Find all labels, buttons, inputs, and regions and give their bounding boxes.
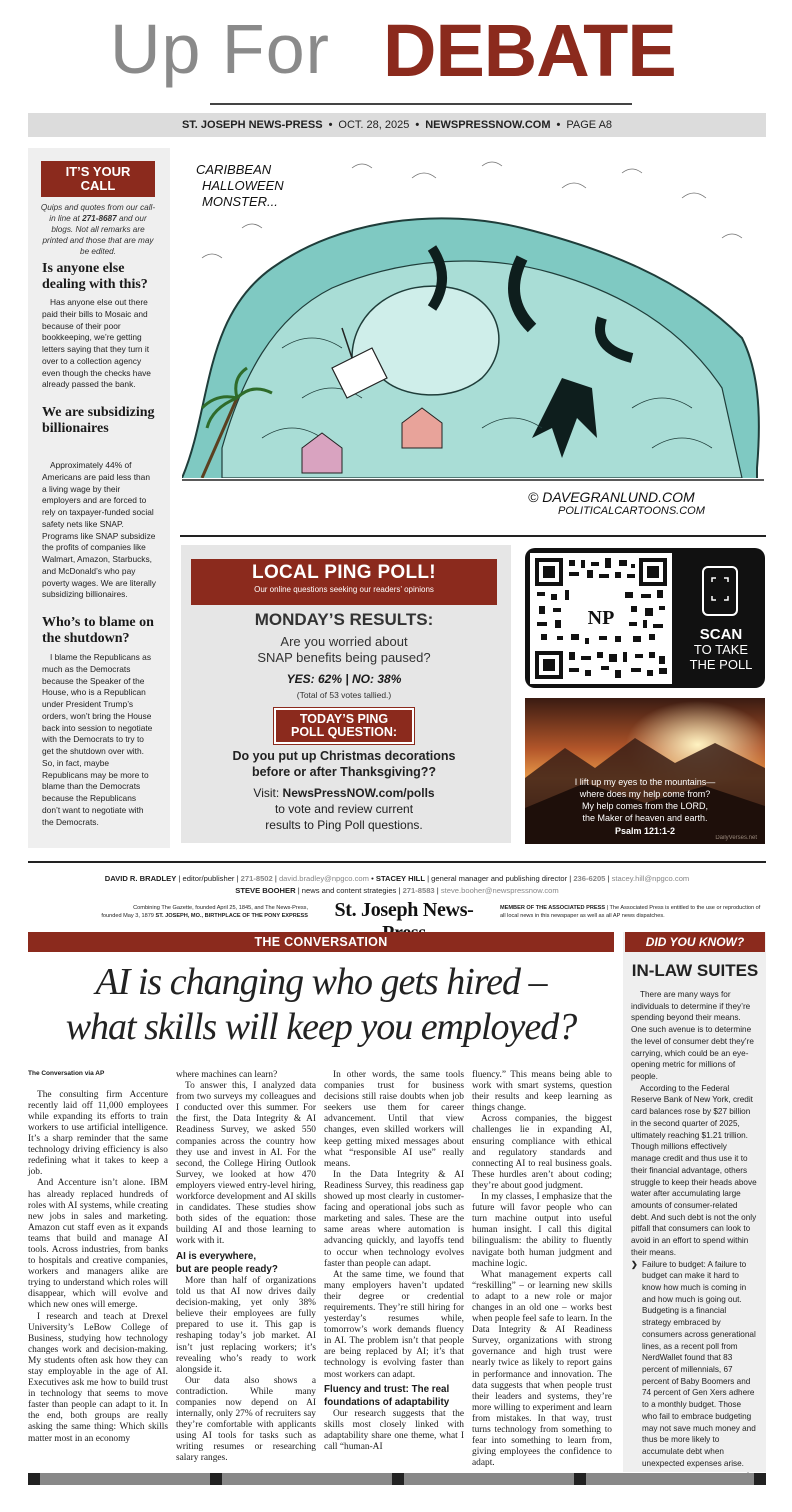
dyk-bullet-text: Failure to budget: A failure to budget can make it hard to know how much is coming in and how much is going out. Budgeting is a financial strategy embraced by consumers across generational lines, as a recent poll from NerdWallet found that 83 percent of millennials, 67 percent of Baby Boomers and 74 percent of Gen Xers adhere to a monthly budget. Those who fail to embrace budgeting may not save much money and thus be more likely to accumulate debt when unexpected expenses arise. xyxy=(642,1259,756,1468)
staff-name: DAVID R. BRADLEY xyxy=(104,874,177,883)
poll-question-line: SNAP benefits being paused? xyxy=(257,650,431,665)
staff-phone: 271-8502 xyxy=(240,874,273,883)
founding-line: founded May 3, 1879 xyxy=(101,913,156,920)
staff-name: STACEY HILL xyxy=(375,874,425,883)
its-your-call-label xyxy=(41,161,155,197)
scan-phone-icon xyxy=(702,566,738,616)
visit-prefix: Visit: xyxy=(253,786,283,800)
article-subhead xyxy=(324,1383,464,1409)
article-headline xyxy=(28,960,614,1050)
article-column-4 xyxy=(472,1070,612,1469)
article-paragraph: The consulting firm Accenture recently laid off 11,000 employees while expanding its efforts to train workers to use artificial intelligence. It’s a sharp reminder that the same technology driving efficiency is also redefining what it takes to keep a job. xyxy=(28,1089,168,1178)
newspaper-logo: St. Joseph News- xyxy=(334,899,474,921)
article-paragraph: To answer this, I analyzed data from two surveys my colleagues and I conducted over this summer. For the first, the Data Integrity & AI Readiness Survey, we asked 550 companies across the country how they use and invest in AI. For the second, the College Hiring Outlook Survey, we looked at how 470 employers viewed entry-level hiring, workforce development and AI skills in candidates. These studies show both sides of the equation: those building AI and those learning to work with it. xyxy=(176,1081,316,1247)
staff-line: DAVID R. BRADLEY | editor/publisher | 271-8502 | david.bradley@npgco.com • STACEY HILL | general manager and publishing director | 236-6205 | stacey.hill@npgco.com xyxy=(104,874,690,883)
poll-question-line: Are you worried about xyxy=(280,634,408,649)
todays-poll-label xyxy=(274,708,414,744)
editorial-cartoon xyxy=(182,148,764,518)
separator: • xyxy=(415,119,420,131)
poll-visit-line: results to Ping Poll questions. xyxy=(265,818,423,832)
headline-line: AI is changing who gets hired – xyxy=(95,961,547,1003)
staff-email[interactable]: steve.booher@newspressnow.com xyxy=(440,886,559,895)
footer-block xyxy=(754,1473,766,1485)
poll-visit-line xyxy=(191,786,497,800)
footer-block xyxy=(210,1473,222,1485)
poll-result: YES: 62% | NO: 38% xyxy=(286,672,402,686)
cartoon-caption-line: MONSTER... xyxy=(202,194,278,209)
dyk-bullet xyxy=(631,1259,757,1470)
todays-poll-line: TODAY’S PING xyxy=(299,711,389,726)
sidebar-heading: Who’s to blame on the shutdown? xyxy=(42,615,154,647)
scan-to-take-poll xyxy=(676,626,766,673)
page-number: PAGE A8 xyxy=(566,119,613,131)
dyk-paragraph: According to the Federal Reserve Bank of New York, credit card balances rose by $27 billion in the second quarter of 2025, ultimately reaching $1.21 trillion. Though millions effectively manage credit and thus use it to their financial advantage, others struggle to keep their heads above water after accumulating large amounts of consumer-related debt. And such debt is not the only pitfall that consumers can look to avoid in an effort to spend within their means. xyxy=(631,1083,757,1257)
staff-phone: 271-8583 xyxy=(402,886,435,895)
paper-name: ST. JOSEPH NEWS-PRESS xyxy=(181,119,323,131)
todays-question-line: before or after Thanksgiving?? xyxy=(251,765,437,779)
article-paragraph: And Accenture isn’t alone. IBM has already replaced hundreds of roles with AI systems, while creating new jobs in sales and marketing. Amazon cut staff even as it expands teams that build and manage AI tools. Across industries, from banks to hospitals and creative companies, workers and managers alike are trying to understand which roles will disappear, which will evolve and which new ones will emerge. xyxy=(28,1178,168,1311)
dateline-bar xyxy=(28,113,766,137)
article-paragraph: In the Data Integrity & AI Readiness Survey, this readiness gap showed up most clearly in customer-facing and operational jobs such as marketing and sales. These are the same areas where automation is advancing quickly, and layoffs tend to occur when technology evolves faster than people can adapt. xyxy=(324,1169,464,1269)
article-paragraph: where machines can learn? xyxy=(176,1070,278,1080)
article-paragraph: In my classes, I emphasize that the future will favor people who can turn machine output into useful human insight. I call this digital bilingualism: the ability to fluently navigate both human judgment and machine logic. xyxy=(472,1192,612,1269)
article-column-3 xyxy=(324,1070,464,1453)
cartoon-credit: © DAVEGRANLUND.COM xyxy=(528,489,695,505)
article-column-1 xyxy=(28,1070,168,1445)
poll-url-link[interactable]: NewsPressNOW.com/polls xyxy=(282,786,435,800)
subhead-line: Fluency and trust: The real xyxy=(324,1383,450,1395)
headline-line: what skills will keep you employed? xyxy=(65,1005,577,1048)
todays-poll-line: POLL QUESTION: xyxy=(290,725,398,739)
article-paragraph: Our data also shows a contradiction. While many companies now depend on AI internally, only 27% of recruiters say they’re comfortable with applicants using AI tools for tasks such as writing resumes or researching salary ranges. xyxy=(176,1375,316,1464)
article-paragraph: What management experts call “reskilling” – or learning new skills to adapt to a new role or major changes in an old one – works best when people feel safe to learn. In the Data Integrity & AI Readiness Survey, organizations with strong governance and high trust were nearly twice as likely to report gains in performance and innovation. The data suggests that when people trust their leaders and systems, they’re more willing to experiment and learn from mistakes. In that way, trust turns technology from something to fear into something to learn from, giving employees the confidence to adapt. xyxy=(472,1269,612,1469)
subhead-line: AI is everywhere, xyxy=(176,1250,257,1262)
ap-member-note xyxy=(500,904,766,920)
footer-block xyxy=(574,1473,586,1485)
its-your-call-intro xyxy=(38,202,158,257)
subhead-line: foundations of adaptability xyxy=(324,1396,450,1408)
verse-reference: Psalm 121:1-2 xyxy=(614,825,676,836)
sidebar-heading: Is anyone else dealing with this? xyxy=(42,261,148,293)
its-your-call-line1: IT’S YOUR xyxy=(65,163,131,179)
did-you-know-label: DID YOU KNOW? xyxy=(625,932,765,952)
staff-line: STEVE BOOHER | news and content strategies | 271-8583 | steve.booher@newspressnow.com xyxy=(235,886,559,895)
staff-role: editor/publisher xyxy=(182,874,235,883)
issue-date: OCT. 28, 2025 xyxy=(338,119,410,131)
verse-line: My help comes from the LORD, xyxy=(581,801,709,812)
qr-logo-text: NP xyxy=(587,607,615,629)
article-paragraph: At the same time, we found that many employers haven’t updated their degree or credential requirements. They’re still hiring for yesterday’s resumes while, tomorrow’s work demands fluency in AI. The problem isn’t that people are being replaced by AI; it’s that technology is evolving faster than most workers can adapt. xyxy=(324,1269,464,1380)
ping-poll-title: LOCAL PING POLL! xyxy=(252,562,436,583)
site-link[interactable]: NEWSPRESSNOW.COM xyxy=(425,119,551,131)
cartoon-caption-line: CARIBBEAN xyxy=(196,162,272,177)
its-your-call-line2: CALL xyxy=(80,178,116,193)
founding-line: Combining The Gazette, founded April 25, 1845, and The News-Press, xyxy=(133,905,308,911)
dyk-paragraph: There are many ways for individuals to determine if they’re spending beyond their means. One such avenue is to determine the level of consumer debt they’re carrying, which could be an eye-opening metric for millions of people. xyxy=(631,990,754,1082)
sidebar-heading: We are subsidizing billionaires xyxy=(42,405,155,437)
ap-member-label: MEMBER OF THE ASSOCIATED PRESS xyxy=(500,905,606,911)
verse-line: where does my help come from? xyxy=(579,789,711,800)
verse-line: I lift up my eyes to the mountains— xyxy=(574,777,716,787)
scan-label-line: TO TAKE xyxy=(693,642,749,658)
ap-member-text: | The Associated Press is entitled to the use or reproduction of all local news in this newspaper as well as all AP news dispatches. xyxy=(500,905,761,920)
cartoon-caption-line: HALLOWEEN xyxy=(202,178,284,193)
sidebar-body: I blame the Republicans as much as the Democrats because the Speaker of the House, who is a Republican under President Trump’s orders, won’t bring the House back into session to negotiate with the Democrats to try to get the shutdown over with. So, in fact, maybe Republicans may be more to blame than the Democrats because the Republicans don’t want to negotiate with the Democrats. xyxy=(42,652,153,827)
verse-watermark: DailyVerses.net xyxy=(715,835,757,841)
poll-results-heading: MONDAY’S RESULTS: xyxy=(254,610,434,629)
cartoon-credit-site: POLITICALCARTOONS.COM xyxy=(558,505,705,517)
footer-block xyxy=(392,1473,404,1485)
article-paragraph: Our research suggests that the skills most closely linked with adaptability share one theme, what I call “human-AI xyxy=(324,1409,464,1453)
poll-visit-line: to vote and review current xyxy=(274,802,414,816)
article-column-2 xyxy=(176,1070,316,1465)
section-label-bar: THE CONVERSATION xyxy=(28,932,614,952)
pony-express-tagline: ST. JOSEPH, MO., BIRTHPLACE OF THE PONY EXPRESS xyxy=(155,913,308,920)
article-byline: The Conversation via AP xyxy=(28,1070,105,1077)
article-paragraph: More than half of organizations told us that AI now drives daily decision-making, yet only 38% believe their employees are fully prepared to use it. This gap is reshaping today’s job market. AI isn’t just replacing workers; it’s revealing who’s ready to work alongside it. xyxy=(176,1275,316,1375)
article-paragraph: Across companies, the biggest challenges lie in expanding AI, ensuring compliance with ethical and regulatory standards and connecting AI to real business goals. These hurdles aren’t about coding; they’re about good judgment. xyxy=(472,1114,612,1191)
scan-label: SCAN xyxy=(699,626,743,643)
staff-role: general manager and publishing director xyxy=(431,874,568,883)
masthead-title-light: Up For xyxy=(110,10,330,88)
section-rule xyxy=(180,535,766,537)
staff-phone: 236-6205 xyxy=(573,874,606,883)
did-you-know-title: IN-LAW SUITES xyxy=(631,961,759,980)
poll-tally: (Total of 53 votes tallied.) xyxy=(296,690,392,700)
scan-label-line: THE POLL xyxy=(689,657,753,673)
qr-code-image[interactable] xyxy=(535,558,667,679)
sidebar-body: Approximately 44% of Americans are paid less than a living wage by their employers and are forced to rely on taxpayer-funded social safety nets like SNAP. Programs like SNAP subsidize the profits of companies like Walmart, Amazon, Starbucks, and McDonald’s who pay poverty wages. We are literally subsidizing billionaires. xyxy=(42,460,156,600)
did-you-know-body xyxy=(631,989,757,1482)
ping-poll-subtitle: Our online questions seeking our readers’ opinions xyxy=(254,584,434,594)
founding-note xyxy=(28,904,308,920)
verse-text xyxy=(525,776,765,837)
footer-block xyxy=(28,1473,40,1485)
masthead-rule xyxy=(210,103,632,105)
intro-text: and our blogs. Not all remarks are printed and those that are may be edited. xyxy=(42,214,154,257)
staff-role: news and content strategies xyxy=(301,886,397,895)
subhead-line: but are people ready? xyxy=(176,1263,278,1275)
separator: • xyxy=(328,119,333,131)
staff-email[interactable]: david.bradley@npgco.com xyxy=(278,874,369,883)
chevron-right-icon: ❯ xyxy=(631,1259,638,1269)
verse-line: the Maker of heaven and earth. xyxy=(582,813,708,824)
call-in-phone: 271-8687 xyxy=(82,214,117,224)
staff-email[interactable]: stacey.hill@npgco.com xyxy=(611,874,690,883)
section-rule xyxy=(28,861,766,863)
article-paragraph: In other words, the same tools companies trust for business decisions still raise doubts when job seekers use them for career advancement. Until that view changes, even skilled workers will keep getting mixed messages about what “responsible AI use” really means. xyxy=(324,1070,464,1169)
separator: • xyxy=(556,119,561,131)
ping-poll-banner xyxy=(191,559,497,605)
todays-question-line: Do you put up Christmas decorations xyxy=(232,749,456,763)
intro-text: Quips and quotes from our call-in line at xyxy=(40,203,156,224)
article-paragraph: I research and teach at Drexel University’s LeBow College of Business, studying how technology changes work and decision-making. My students often ask how they can stay employable in the age of AI. Executives ask me how to build trust in technology that seems to move faster than people can adapt to it. In the end, both groups are really asking the same thing: Which skills matter most in an economy xyxy=(28,1311,168,1444)
masthead-title-bold: DEBATE xyxy=(383,9,676,92)
staff-name: STEVE BOOHER xyxy=(235,886,296,895)
sidebar-body: Has anyone else out there paid their bills to Mosaic and because of their poor bookkeeping, we’re getting letters saying that they turn it over to a collection agency even though the checks have already passed the bank. xyxy=(42,297,151,390)
article-subhead xyxy=(176,1250,316,1276)
article-paragraph: fluency.” This means being able to work with smart systems, question their results and keep learning as things change. xyxy=(472,1070,612,1114)
